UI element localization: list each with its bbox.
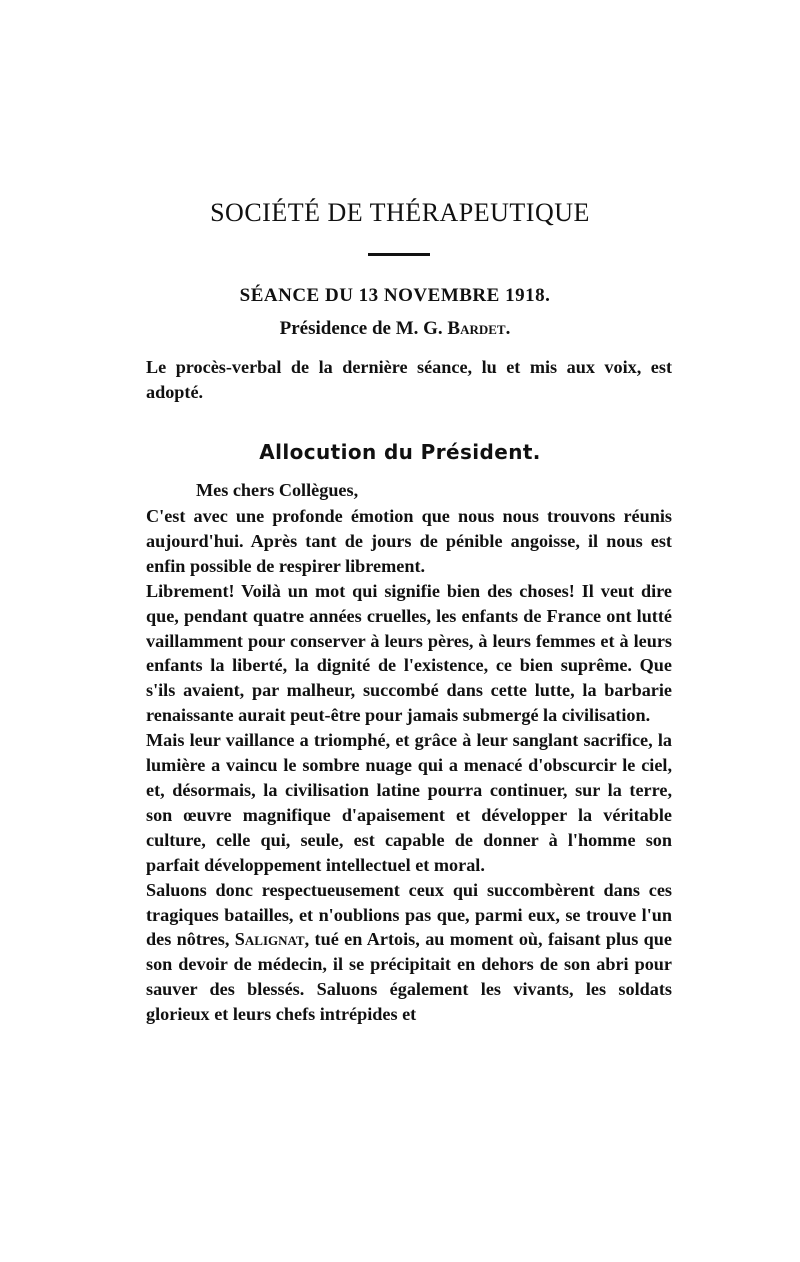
paragraph-4-end: , tué en Artois, au moment où, faisant plus que son devoir de médecin, il se précipitait en dehors de son abri pour sauver des blessés. Saluons également les vivants, les soldats glorieux et leurs chefs intrépides et [146,929,672,1025]
paragraph-1: C'est avec une profonde émotion que nous nous trouvons réunis aujourd'hui. Après tant de jours de pénible angoisse, il nous est enfin possible de respirer librement. [146,506,672,576]
paragraph-2: Librement! Voilà un mot qui signifie bien des choses! Il veut dire que, pendant quatre années cruelles, les enfants de France ont lutté vaillamment pour conserver à leurs pères, à leurs femmes et à leurs enfants la liberté, la dignité de l'existence, ce bien suprême. Que s'ils avaient, par malheur, succombé dans cette lutte, la barbarie renaissante aurait peut-être pour jamais submergé la civilisation. [146,580,672,726]
page-title: SOCIÉTÉ DE THÉRAPEUTIQUE [210,198,590,227]
allocution-body [146,504,672,1027]
proces-verbal-text: Le procès-verbal de la dernière séance, lu et mis aux voix, est adopté. [146,357,672,402]
paragraph-4-name: Salignat [234,929,305,950]
paragraph-3: Mais leur vaillance a triomphé, et grâce à leur sanglant sacrifice, la lumière a vaincu le sombre nuage qui a menacé d'obscurcir le ciel, et, désormais, la civilisation latine pourra continuer, sur la terre, son œuvre magnifique d'apaisement et développer la véritable culture, celle qui, seule, est capable de donner à l'homme son parfait développement intellectuel et moral. [146,730,672,875]
presidence-line [0,318,790,340]
title-divider [368,253,430,256]
paragraph-4-start: Saluons donc respectueusement ceux qui succombèrent dans ces tragiques batailles, et n'oublions pas que, parmi eux, se trouve l'un des nôtres, [146,879,672,950]
section-heading: Allocution du Président. [259,440,541,464]
presidence-prefix: Présidence de M. G. [279,318,448,339]
proces-verbal-paragraph [146,355,672,405]
salutation: Mes chers Collègues, [196,480,359,500]
paragraph-4 [146,878,672,1027]
presidence-name: Bardet [447,318,506,339]
seance-date: SÉANCE DU 13 NOVEMBRE 1918. [239,285,551,306]
presidence-suffix: . [505,318,511,339]
